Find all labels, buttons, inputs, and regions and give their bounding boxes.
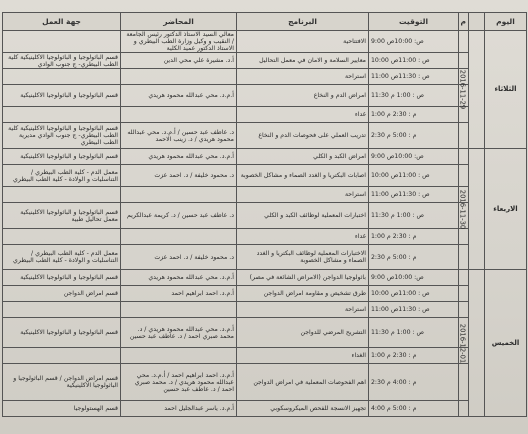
time-cell: 11:00 ص : 11:30ص <box>369 69 459 85</box>
program-cell: التشريح المرضي للدواجن <box>237 318 369 348</box>
date-text: 2016-11-29 <box>458 69 467 110</box>
table-row <box>3 302 527 318</box>
header-lecturer: المحاضر <box>121 13 237 31</box>
day-cell: الثلاثاء <box>485 31 527 149</box>
program-cell: باثولوجيا الدواجن (الامراض الشائعة في مصر) <box>237 270 369 286</box>
workplace-cell: قسم الباثولوجيا و الباثولوجيا الاكلينيكية كلية الطب البيطري- ج جنوب الوادي <box>3 53 121 69</box>
table-row <box>3 69 527 85</box>
workplace-cell: قسم الباثولوجيا و الباثولوجيا الاكلينيكية <box>3 85 121 107</box>
row-number-cell <box>459 286 469 302</box>
header-workplace: جهة العمل <box>3 13 121 31</box>
workplace-cell: قسم امراض الدواجن <box>3 286 121 302</box>
row-number-cell <box>459 123 469 149</box>
header-date <box>469 13 485 31</box>
time-cell: 11:00 ص : 11:30ص <box>369 187 459 203</box>
table-row <box>3 123 527 149</box>
schedule-table <box>2 12 527 417</box>
program-cell: استراحة <box>237 69 369 85</box>
table-row <box>3 364 527 401</box>
time-cell: 10:00 ص : 11:00ص <box>369 165 459 187</box>
workplace-cell: قسم الباثولوجيا و الباثولوجيا الاكلينيكية كلية الطب البيطري- ج جنوب الوادي مديرية الطب البيطري <box>3 123 121 149</box>
table-row <box>3 270 527 286</box>
date-cell <box>458 270 485 417</box>
workplace-cell: قسم الباثولوجيا و الباثولوجيا الاكلينيكية <box>3 318 121 348</box>
time-cell: 9:00 ص: 10:00ص <box>369 149 459 165</box>
lecturer-cell <box>121 229 237 245</box>
header-no: م <box>459 13 469 31</box>
date-cell <box>458 149 485 270</box>
row-number-cell <box>459 364 469 401</box>
workplace-cell: قسم الباثولوجيا و الباثولوجيا الاكلينيكية <box>3 149 121 165</box>
program-cell: الغداء <box>237 348 369 364</box>
table-row <box>3 187 527 203</box>
time-cell: 9:00 ص: 10:00ص <box>369 270 459 286</box>
program-cell: استراحة <box>237 187 369 203</box>
lecturer-cell: د. محمود خليفة / د. احمد عزت <box>121 245 237 270</box>
workplace-cell: قسم الباثولوجيا و الباثولوجيا الاكلينيكية معمل تحاليل طبية <box>3 203 121 229</box>
lecturer-cell: أ.م.د. محي عبدالله محمود هريدي / د. محمد صبري احمد / د. عاطف عبد حسين <box>121 318 237 348</box>
workplace-cell <box>3 107 121 123</box>
date-text: 2016-11-30 <box>458 189 467 229</box>
row-number-cell <box>459 401 469 417</box>
time-cell: 10:00 ص : 11:00ص <box>369 53 459 69</box>
table-row <box>3 165 527 187</box>
program-cell: معايير السلامة و الامان في معمل التحاليل <box>237 53 369 69</box>
day-cell: الخميس <box>485 270 527 417</box>
workplace-cell <box>3 348 121 364</box>
time-cell: 11:30 ص : 1:00 م <box>369 203 459 229</box>
program-cell: تجهيز الانسجة للفحص الميكروسكوبي <box>237 401 369 417</box>
time-cell: 1:00 م : 2:30 م <box>369 107 459 123</box>
program-cell: تدريب العملي على فحوصات الدم و النخاع <box>237 123 369 149</box>
time-cell: 2:30 م : 5:00 م <box>369 245 459 270</box>
header-day: اليوم <box>485 13 527 31</box>
lecturer-cell: معالي السيد الاستاذ الدكتور رئيس الجامعة / النقيب و وكيل وزارة الطب البيطري و الاستاذ الدكتور عميد الكلية <box>121 31 237 53</box>
time-cell: 9:00 ص: 10:00ص <box>369 31 459 53</box>
program-cell: استراحة <box>237 302 369 318</box>
lecturer-cell: د. عاطف عبد حسين / أ.م.د. محي عبدالله محمود هريدي / د. زينب الاحمد <box>121 123 237 149</box>
row-number-cell <box>459 270 469 286</box>
lecturer-cell: أ.د. مشيرة علي محي الدين <box>121 53 237 69</box>
table-row <box>3 401 527 417</box>
lecturer-cell: أ.م.د. احمد ابراهيم احمد / أ.م.د. محي عبدالله محمود هريدي / د. محمد صبري احمد / د. عاطف عبد حسين <box>121 364 237 401</box>
workplace-cell <box>3 69 121 85</box>
workplace-cell <box>3 31 121 53</box>
table-row <box>3 286 527 302</box>
header-row <box>3 13 527 31</box>
date-cell <box>458 31 485 149</box>
table-row <box>3 229 527 245</box>
workplace-cell: معمل الدم - كلية الطب البيطري / التناسليات و الولادة - كلية الطب البيطري <box>3 245 121 270</box>
program-cell: اهم الفحوصات المعملية في امراض الدواجن <box>237 364 369 401</box>
workplace-cell <box>3 229 121 245</box>
time-cell: 11:30 ص : 1:00 م <box>369 85 459 107</box>
date-text: 2016-12-01 <box>458 323 467 363</box>
row-number-cell <box>459 31 469 53</box>
row-number-cell <box>459 149 469 165</box>
workplace-cell: معمل الدم - كلية الطب البيطري / التناسليات و الولادة - كلية الطب البيطري <box>3 165 121 187</box>
table-row <box>3 348 527 364</box>
lecturer-cell: د. محمود خليفة / د. احمد عزت <box>121 165 237 187</box>
program-cell: الاختبارات المعملية لوظائف البكتريا و الغدد الصماء و مشاكل الخصوبة <box>237 245 369 270</box>
time-cell: 1:00 م : 2:30 م <box>369 348 459 364</box>
time-cell: 11:00 ص : 11:30ص <box>369 302 459 318</box>
lecturer-cell: أ.م.د. محي عبدالله محمود هريدي <box>121 149 237 165</box>
lecturer-cell: أ.م.د. محي عبدالله محمود هريدي <box>121 85 237 107</box>
workplace-cell: قسم الهستولوجيا <box>3 401 121 417</box>
lecturer-cell <box>121 302 237 318</box>
row-number-cell <box>459 165 469 187</box>
program-cell: اصابات البكتريا و الغدد الصماء و مشاكل الخصوبة <box>237 165 369 187</box>
lecturer-cell: أ.م.د. ياسر عبدالجليل احمد <box>121 401 237 417</box>
lecturer-cell: د. عاطف عبد حسين / د. كريمة عبدالكريم <box>121 203 237 229</box>
program-cell: الافتتاحية <box>237 31 369 53</box>
lecturer-cell <box>121 69 237 85</box>
table-row <box>3 53 527 69</box>
time-cell: 4:00 م : 5:00 م <box>369 401 459 417</box>
header-time: التوقيت <box>369 13 459 31</box>
time-cell: 2:30 م : 4:00 م <box>369 364 459 401</box>
time-cell: 11:30 ص : 1:00 م <box>369 318 459 348</box>
table-row <box>3 31 527 53</box>
time-cell: 1:00 م : 2:30 م <box>369 229 459 245</box>
program-cell: غداء <box>237 107 369 123</box>
lecturer-cell: أ.م.د. محي عبدالله محمود هريدي <box>121 270 237 286</box>
program-cell: اختبارات المعملية لوظائف الكبد و الكلي <box>237 203 369 229</box>
table-row <box>3 149 527 165</box>
row-number-cell <box>459 53 469 69</box>
program-cell: امراض الكبد و الكلي <box>237 149 369 165</box>
workplace-cell: قسم الباثولوجيا و الباثولوجيا الاكلينيكية <box>3 270 121 286</box>
workplace-cell <box>3 302 121 318</box>
table-row <box>3 245 527 270</box>
day-cell: الاربعاء <box>485 149 527 270</box>
lecturer-cell <box>121 187 237 203</box>
program-cell: طرق تشخيص و مقاومة امراض الدواجن <box>237 286 369 302</box>
program-cell: غداء <box>237 229 369 245</box>
workplace-cell: قسم امراض الدواجن / قسم الباثولوجيا و الباثولوجيا الاكلينيكية <box>3 364 121 401</box>
table-row <box>3 107 527 123</box>
row-number-cell <box>459 229 469 245</box>
program-cell: امراض الدم و النخاع <box>237 85 369 107</box>
lecturer-cell <box>121 348 237 364</box>
lecturer-cell <box>121 107 237 123</box>
time-cell: 2:30 م : 5:00 م <box>369 123 459 149</box>
lecturer-cell: أ.م.د. احمد ابراهيم احمد <box>121 286 237 302</box>
row-number-cell <box>459 302 469 318</box>
row-number-cell <box>459 245 469 270</box>
workplace-cell <box>3 187 121 203</box>
header-program: البرنامج <box>237 13 369 31</box>
time-cell: 10:00 ص : 11:00ص <box>369 286 459 302</box>
